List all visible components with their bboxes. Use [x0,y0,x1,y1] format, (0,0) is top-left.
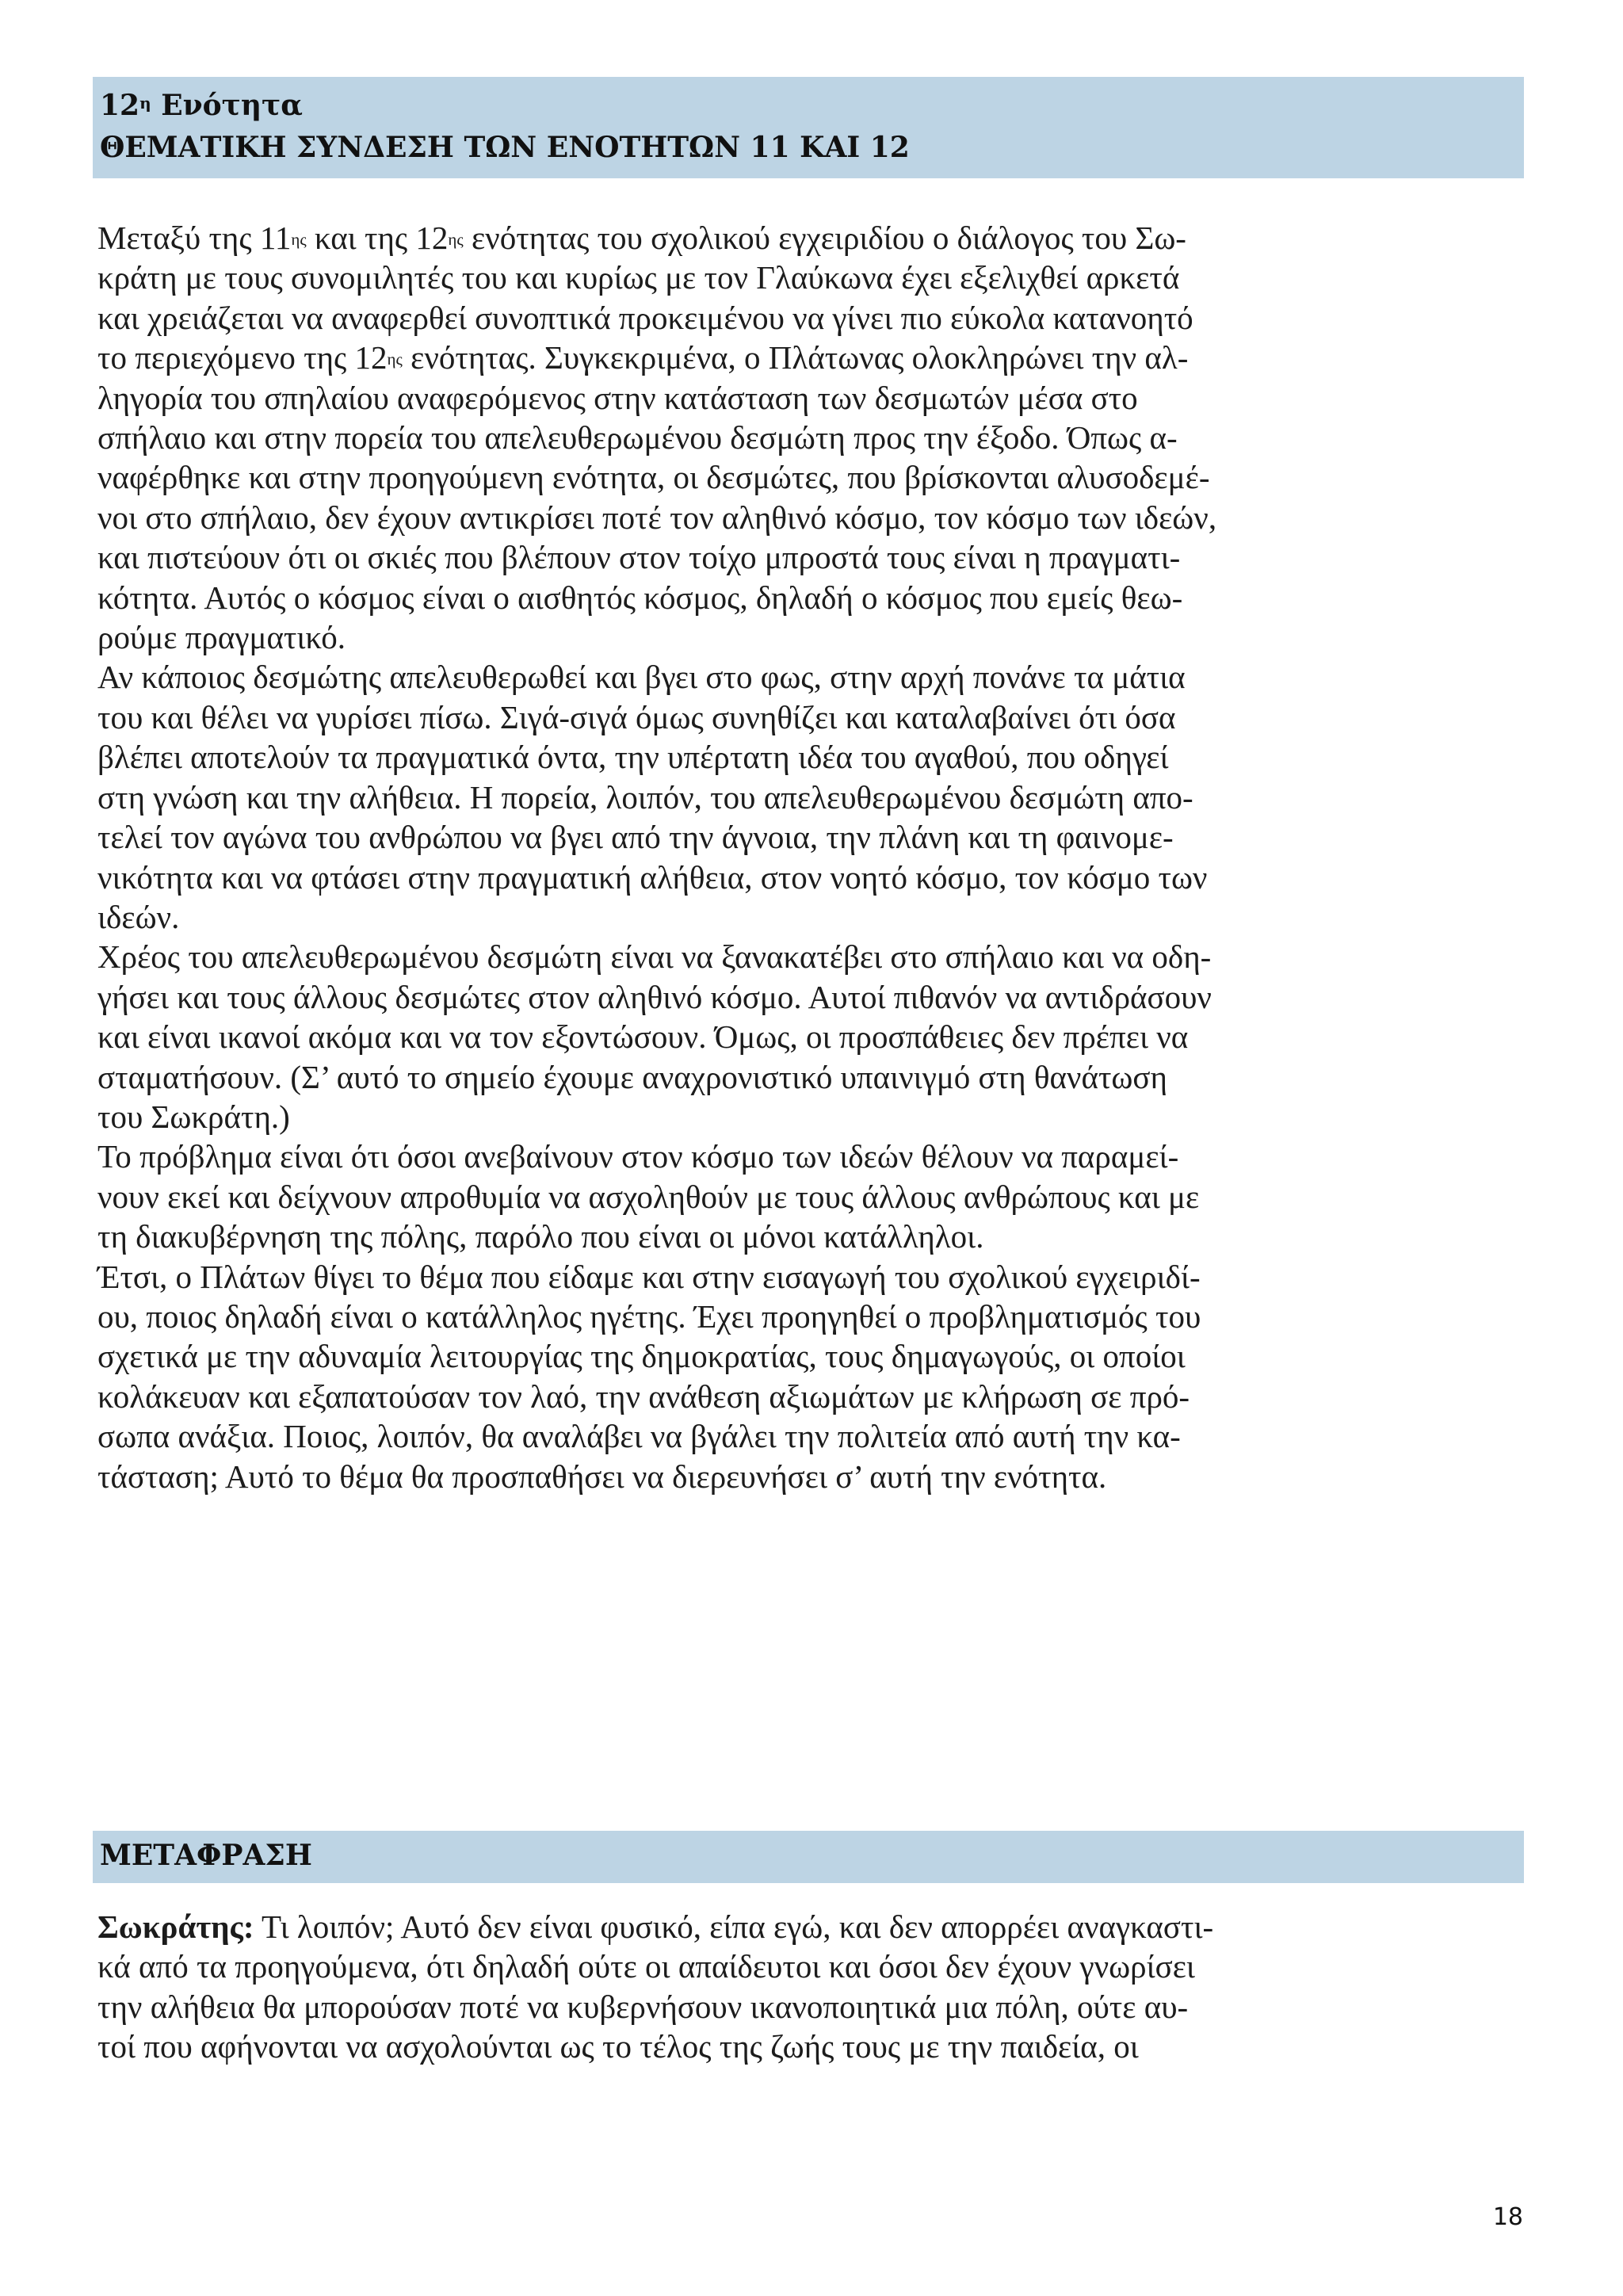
text-line: τοί που αφήνονται να ασχολούνται ως το τέλος της ζωής τους με την παιδεία, οι [97,2028,1139,2065]
speaker-label: Σωκράτης: [97,1908,254,1945]
text-line: στη γνώση και την αλήθεια. Η πορεία, λοιπόν, του απελευθερωμένου δεσμώτη απο- [97,778,1193,816]
unit-header-banner [93,77,1524,178]
text-line: κολάκευαν και εξαπατούσαν τον λαό, την ανάθεση αξιωμάτων με κλήρωση σε πρό- [97,1377,1190,1415]
text-line: κά από τα προηγούμενα, ότι δηλαδή ούτε οι απαίδευτοι και όσοι δεν έχουν γνωρίσει [97,1948,1195,1985]
text-line: κράτη με τους συνομιλητές του και κυρίως με τον Γλαύκωνα έχει εξελιχθεί αρκετά [97,259,1180,296]
text-line: ιδεών. [97,898,180,935]
text-line: του Σωκράτη.) [97,1098,290,1135]
text-line: Μεταξύ της $11^{\eta\varsigma}$ και της $12^{\eta\varsigma}$ ενότητας του σχολικού εγχειριδίου ο διάλογος του Σω- [97,220,1186,256]
text-line: ρούμε πραγματικό. [97,619,346,656]
text-line: το περιεχόμενο της $12^{\eta\varsigma}$ ενότητας. Συγκεκριμένα, ο Πλάτωνας ολοκληρώνει την αλ- [97,339,1189,376]
text-line: σπήλαιο και στην πορεία του απελευθερωμένου δεσμώτη προς την έξοδο. Όπως α- [97,419,1178,457]
translation-heading-banner [93,1831,1524,1883]
text-line: ληγορία του σπηλαίου αναφερόμενος στην κατάσταση των δεσμωτών μέσα στο [97,379,1138,416]
text-line: Έτσι, ο Πλάτων θίγει το θέμα που είδαμε και στην εισαγωγή του σχολικού εγχειριδί- [97,1258,1201,1295]
text-line: σχετικά με την αδυναμία λειτουργίας της δημοκρατίας, τους δημαγωγούς, οι οποίοι [97,1338,1186,1375]
translation-section [97,1907,1516,2067]
page-number: 18 [1492,2203,1523,2231]
text-line: και πιστεύουν ότι οι σκιές που βλέπουν στον τοίχο μπροστά τους είναι η πραγματι- [97,539,1181,576]
text-line: την αλήθεια θα μπορούσαν ποτέ να κυβερνήσουν ικανοποιητικά μια πόλη, ούτε αυ- [97,1988,1189,2025]
text-line: Το πρόβλημα είναι ότι όσοι ανεβαίνουν στον κόσμο των ιδεών θέλουν να παραμεί- [97,1138,1179,1175]
text-line: γήσει και τους άλλους δεσμώτες στον αληθινό κόσμο. Αυτοί πιθανόν να αντιδράσουν [97,978,1212,1015]
text-line: τελεί τον αγώνα του ανθρώπου να βγει από την άγνοια, την πλάνη και τη φαινομε- [97,819,1174,856]
translation-heading: ΜΕΤΑΦΡΑΣΗ [100,1839,312,1872]
text-line: νουν εκεί και δείχνουν απροθυμία να ασχοληθούν με τους άλλους ανθρώπους και με [97,1178,1200,1215]
text-line: του και θέλει να γυρίσει πίσω. Σιγά-σιγά όμως συνηθίζει και καταλαβαίνει ότι όσα [97,698,1176,735]
text-line: νικότητα και να φτάσει στην πραγματική αλήθεια, στον νοητό κόσμο, τον κόσμο των [97,858,1208,896]
text-line: σωπα ανάξια. Ποιος, λοιπόν, θα αναλάβει να βγάλει την πολιτεία από αυτή την κα- [97,1418,1181,1455]
text-line: Σωκράτης: Τι λοιπόν; Αυτό δεν είναι φυσικό, είπα εγώ, και δεν απορρέει αναγκαστι- [97,1908,1214,1945]
text-line: ου, ποιος δηλαδή είναι ο κατάλληλος ηγέτης. Έχει προηγηθεί ο προβληματισμός του [97,1297,1201,1335]
text-line: βλέπει αποτελούν τα πραγματικά όντα, την υπέρτατη ιδέα του αγαθού, που οδηγεί [97,739,1169,776]
text-line: τάσταση; Αυτό το θέμα θα προσπαθήσει να διερευνήσει σ’ αυτή την ενότητα. [97,1457,1107,1495]
text-line: και είναι ικανοί ακόμα και να τον εξοντώσουν. Όμως, οι προσπάθειες δεν πρέπει να [97,1018,1189,1056]
text-line: σταματήσουν. (Σ’ αυτό το σημείο έχουμε αναχρονιστικό υπαινιγμό στη θανάτωση [97,1058,1167,1095]
text-line: ναφέρθηκε και στην προηγούμενη ενότητα, οι δεσμώτες, που βρίσκονται αλυσοδεμέ- [97,459,1210,496]
text-line: τη διακυβέρνηση της πόλης, παρόλο που είναι οι μόνοι κατάλληλοι. [97,1218,984,1255]
text-line: και χρειάζεται να αναφερθεί συνοπτικά προκειμένου να γίνει πιο εύκολα κατανοητό [97,299,1193,336]
text-line: Χρέος του απελευθερωμένου δεσμώτη είναι να ξανακατέβει στο σπήλαιο και να οδη- [97,938,1212,976]
text-line: Αν κάποιος δεσμώτης απελευθερωθεί και βγει στο φως, στην αρχή πονάνε τα μάτια [97,659,1186,696]
text-line: κότητα. Αυτός ο κόσμος είναι ο αισθητός κόσμος, δηλαδή ο κόσμος που εμείς θεω- [97,579,1183,616]
unit-title: $12^\eta$ Ενότητα [100,89,303,122]
text-line: νοι στο σπήλαιο, δεν έχουν αντικρίσει ποτέ τον αληθινό κόσμο, τον κόσμο των ιδεών, [97,499,1217,536]
unit-subtitle: ΘΕΜΑΤΙΚΗ ΣΥΝΔΕΣΗ ΤΩΝ ΕΝΟΤΗΤΩΝ 11 ΚΑΙ 12 [100,131,910,164]
intro-section [97,218,1516,1496]
